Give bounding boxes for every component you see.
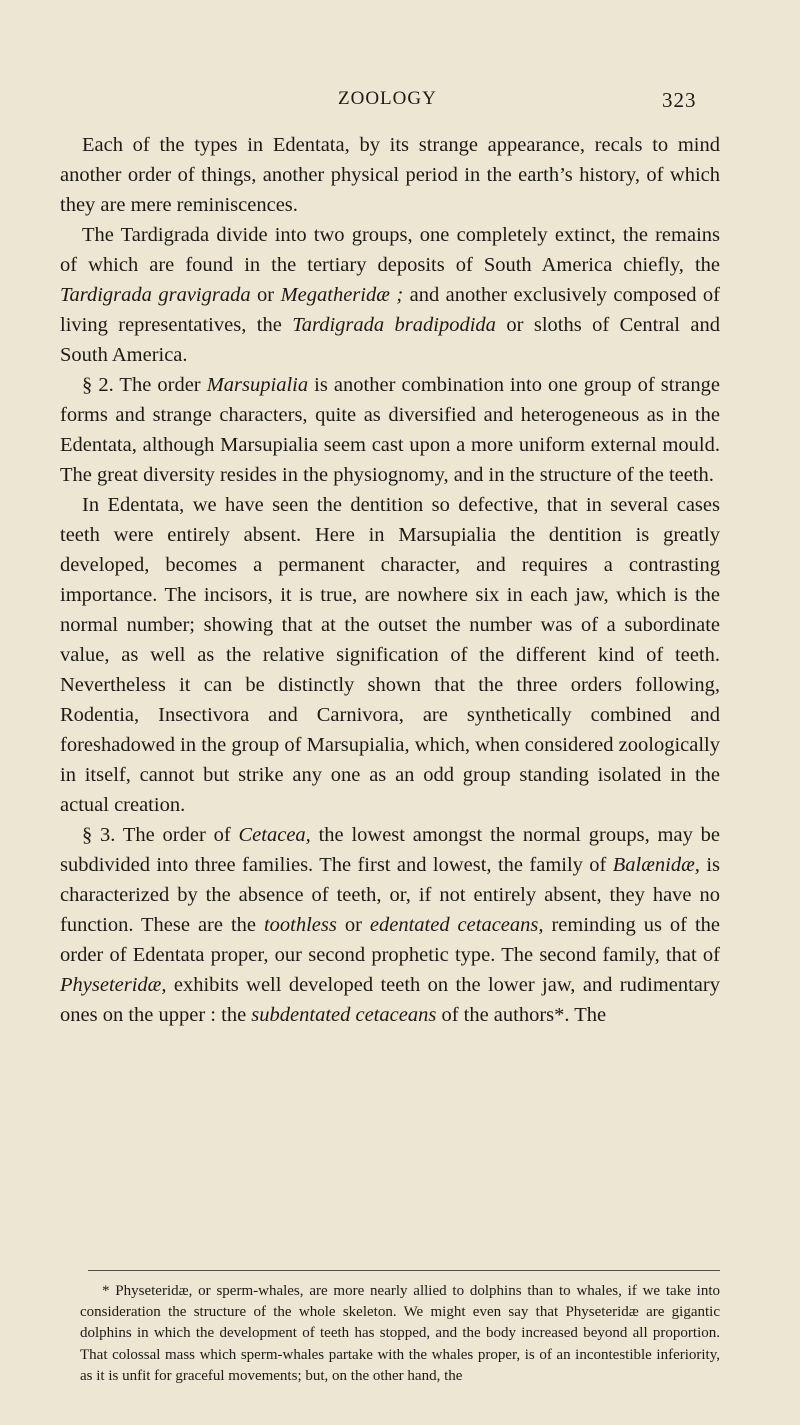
emphasized-term: subdentated cetaceans bbox=[251, 1004, 437, 1026]
text-run: and another exclusively composed of living representatives, the bbox=[60, 284, 720, 336]
running-head-title: ZOOLOGY bbox=[338, 88, 437, 109]
text-run: § 2. The order bbox=[82, 374, 207, 396]
text-run: the lowest amongst the normal groups, may be subdivided into three families. The first and lowest, the family of bbox=[60, 824, 720, 876]
text-run: or bbox=[250, 284, 281, 306]
running-head bbox=[0, 88, 800, 118]
footnote-text: * Physeteridæ, or sperm-whales, are more nearly allied to dolphins than to whales, if we take into consideration the structure of the whole skeleton. We might even say that Physeteridæ are gigantic dolphins in which the development of teeth has stopped, and the body increased beyond all proportion. That colossal mass which sperm-whales partake with the whales proper, is of an incontestible inferiority, as it is unfit for graceful movements; but, on the other hand, the bbox=[80, 1283, 720, 1384]
text-run: or sloths of Central and South America. bbox=[60, 314, 720, 366]
text-run: exhibits well developed teeth on the lower jaw, and rudimentary ones on the upper : the bbox=[60, 974, 720, 1026]
emphasized-term: edentated cetaceans, bbox=[369, 914, 544, 936]
paragraph bbox=[60, 220, 720, 370]
taxon-name: Balænidæ, bbox=[612, 854, 700, 876]
text-run: Each of the types in Edentata, by its strange appearance, recals to mind another order of things, another physical period in the earth’s history, of which they are mere reminiscences. bbox=[60, 134, 720, 216]
footnote-divider bbox=[88, 1270, 720, 1271]
paragraph bbox=[60, 820, 720, 1030]
taxon-name: Cetacea, bbox=[238, 824, 311, 846]
text-run: In Edentata, we have seen the dentition so defective, that in several cases teeth were entirely absent. Here in Marsupialia the dentition is greatly developed, becomes a permanent character, and requires a contrasting importance. The incisors, it is true, are nowhere six in each jaw, which is the normal number; showing that at the outset the number was of a subordinate value, as well as the relative signification of the different kind of teeth. Nevertheless it can be distinctly shown that the three orders following, Rodentia, Insectivora and Carnivora, are synthetically combined and foreshadowed in the group of Marsupialia, which, when considered zoologically in itself, cannot but strike any one as an odd group standing isolated in the actual creation. bbox=[60, 494, 720, 816]
text-run: reminding us of the order of Edentata proper, our second prophetic type. The second family, that of bbox=[60, 914, 720, 966]
page-number: 323 bbox=[662, 88, 697, 112]
taxon-name: Physeteridæ, bbox=[60, 974, 167, 996]
text-run: of the authors*. The bbox=[436, 1004, 607, 1026]
text-run: § 3. The order of bbox=[82, 824, 239, 846]
taxon-name: Marsupialia bbox=[206, 374, 309, 396]
body-text bbox=[60, 130, 720, 1030]
taxon-name: Tardigrada gravigrada bbox=[60, 284, 251, 306]
paragraph bbox=[60, 130, 720, 220]
footnote bbox=[80, 1281, 720, 1387]
emphasized-term: toothless bbox=[263, 914, 337, 936]
taxon-name: Tardigrada bradipodida bbox=[292, 314, 496, 336]
text-run: or bbox=[336, 914, 370, 936]
paragraph bbox=[60, 370, 720, 490]
text-run: is another combination into one group of strange forms and strange characters, quite as diversified and heterogeneous as in the Edentata, although Marsupialia seem cast upon a more uniform external mould. The great diversity resides in the physiognomy, and in the structure of the teeth. bbox=[60, 374, 720, 486]
paragraph bbox=[60, 490, 720, 820]
taxon-name: Megatheridæ ; bbox=[280, 284, 404, 306]
text-run: is characterized by the absence of teeth, or, if not entirely absent, they have no function. These are the bbox=[60, 854, 720, 936]
text-run: The Tardigrada divide into two groups, one completely extinct, the remains of which are found in the tertiary deposits of South America chiefly, the bbox=[60, 224, 720, 276]
